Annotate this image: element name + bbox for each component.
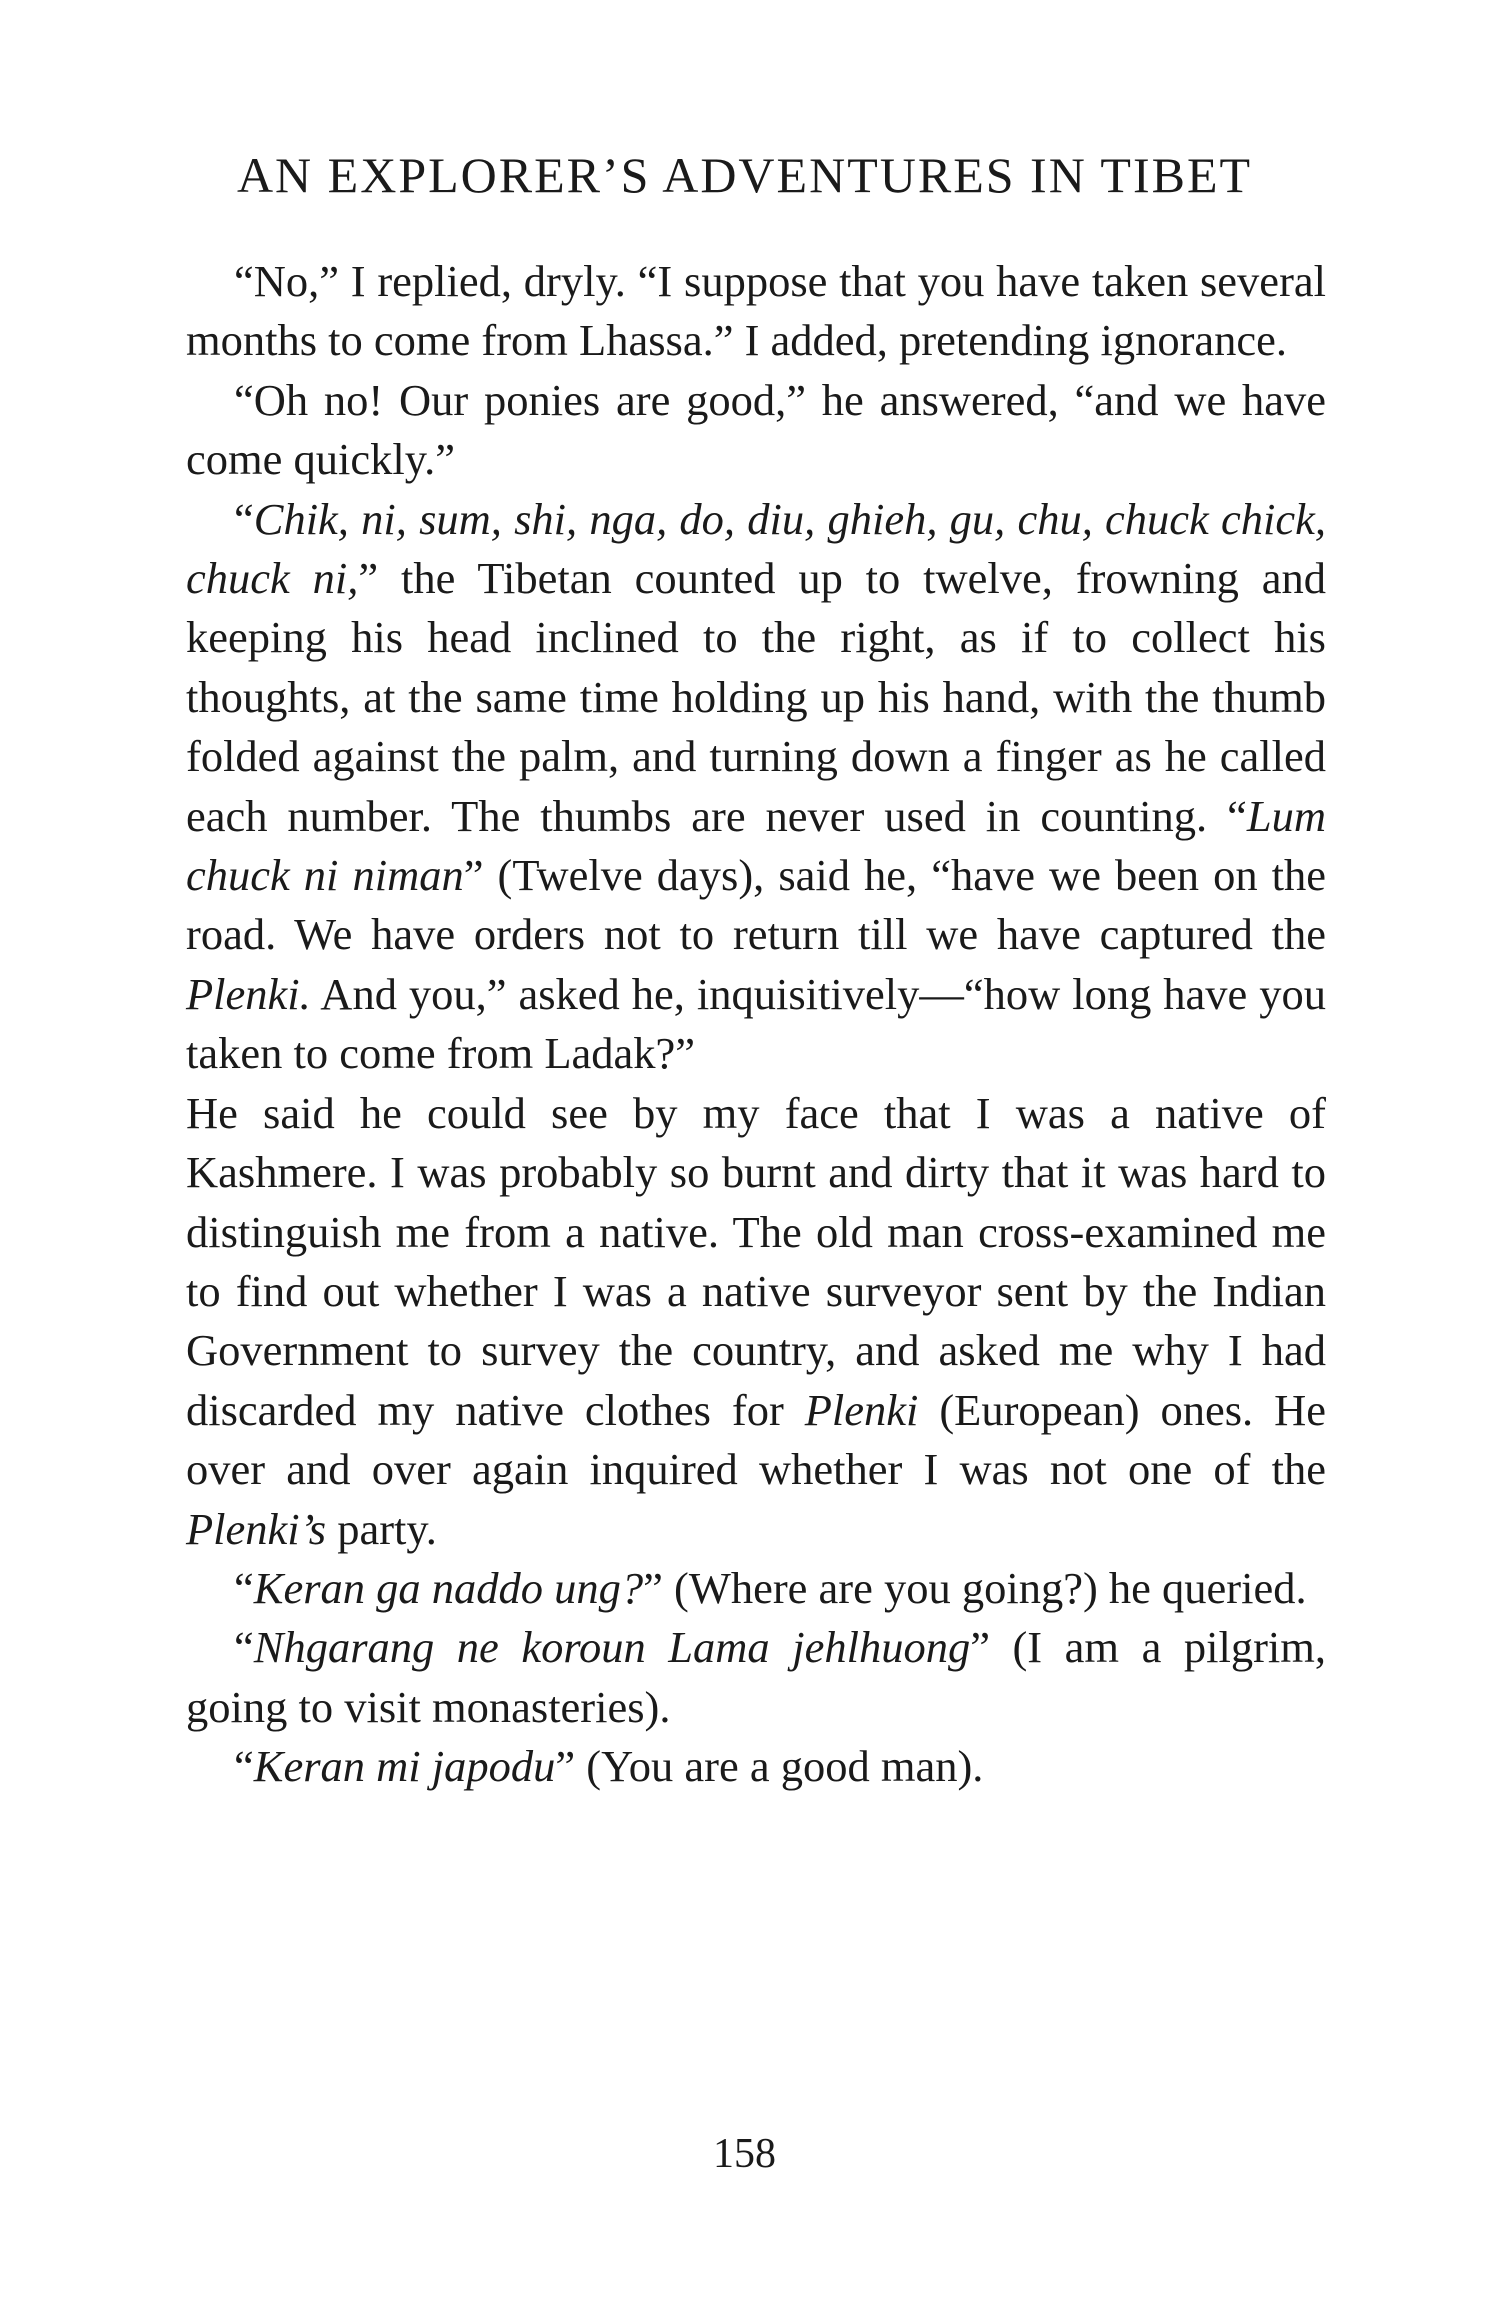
text-run: “: [234, 1622, 254, 1673]
text-run: He said he could see by my face that I was a native of Kashmere. I was probably so burnt and dirty that it was hard to distinguish me from a native. The old man cross-examined me to find out whether I was a native surveyor sent by the Indian Government to survey the country, and asked me why I had discarded my native clothes for: [186, 1087, 1326, 1435]
italic-text-run: Plenki: [804, 1384, 919, 1435]
text-run: ” (You are a good man).: [555, 1741, 984, 1792]
text-run: “: [234, 1562, 254, 1613]
text-run: ” (Twelve days), said he, “have we been on the road. We have orders not to return till we have captured the: [186, 850, 1326, 960]
paragraph: [186, 371, 1326, 490]
paragraph: [186, 252, 1326, 371]
paragraph: [186, 1618, 1326, 1737]
text-run: party.: [326, 1503, 437, 1554]
page-number: 158: [713, 2131, 776, 2177]
paragraph: [186, 1559, 1326, 1618]
italic-text-run: Nhgarang ne koroun Lama jehlhuong: [253, 1622, 971, 1673]
paragraph: [186, 490, 1326, 1084]
italic-text-run: Plenki.: [186, 968, 311, 1019]
text-run: “No,” I replied, dryly. “I suppose that you have taken several months to come from Lhassa.” I added, pretending ignorance.: [186, 256, 1326, 366]
text-run: “Oh no! Our ponies are good,” he answered, “and we have come quickly.”: [186, 374, 1326, 485]
paragraph: [186, 1737, 1326, 1796]
text-run: ” (I am a pilgrim, going to visit monasteries).: [186, 1622, 1327, 1732]
text-run: (European) ones. He over and over again inquired whether I was not one of the: [186, 1384, 1326, 1495]
running-head: AN EXPLORER’S ADVENTURES IN TIBET: [236, 147, 1253, 203]
text-run: “: [234, 1741, 254, 1792]
italic-text-run: Plenki’s: [186, 1503, 327, 1554]
italic-text-run: Keran mi japodu: [253, 1741, 556, 1792]
body-text: [186, 252, 1326, 1797]
italic-text-run: Lum chuck ni niman: [186, 790, 1326, 901]
italic-text-run: Chik, ni, sum, shi, nga, do, diu, ghieh, gu, chu, chuck chick, chuck ni,: [186, 493, 1326, 604]
text-run: “: [234, 493, 254, 544]
italic-text-run: Keran ga naddo ung?: [253, 1562, 644, 1613]
text-run: ” (Where are you going?) he queried.: [643, 1562, 1307, 1613]
text-run: ” the Tibetan counted up to twelve, frowning and keeping his head inclined to the right, as if to collect his thoughts, at the same time holding up his hand, with the thumb folded against the palm, and turning down a finger as he called each number. The thumbs are never used in counting. “: [186, 553, 1326, 841]
text-run: And you,” asked he, inquisitively—“how long have you taken to come from Ladak?”: [186, 968, 1326, 1079]
paragraph: [186, 1084, 1326, 1559]
